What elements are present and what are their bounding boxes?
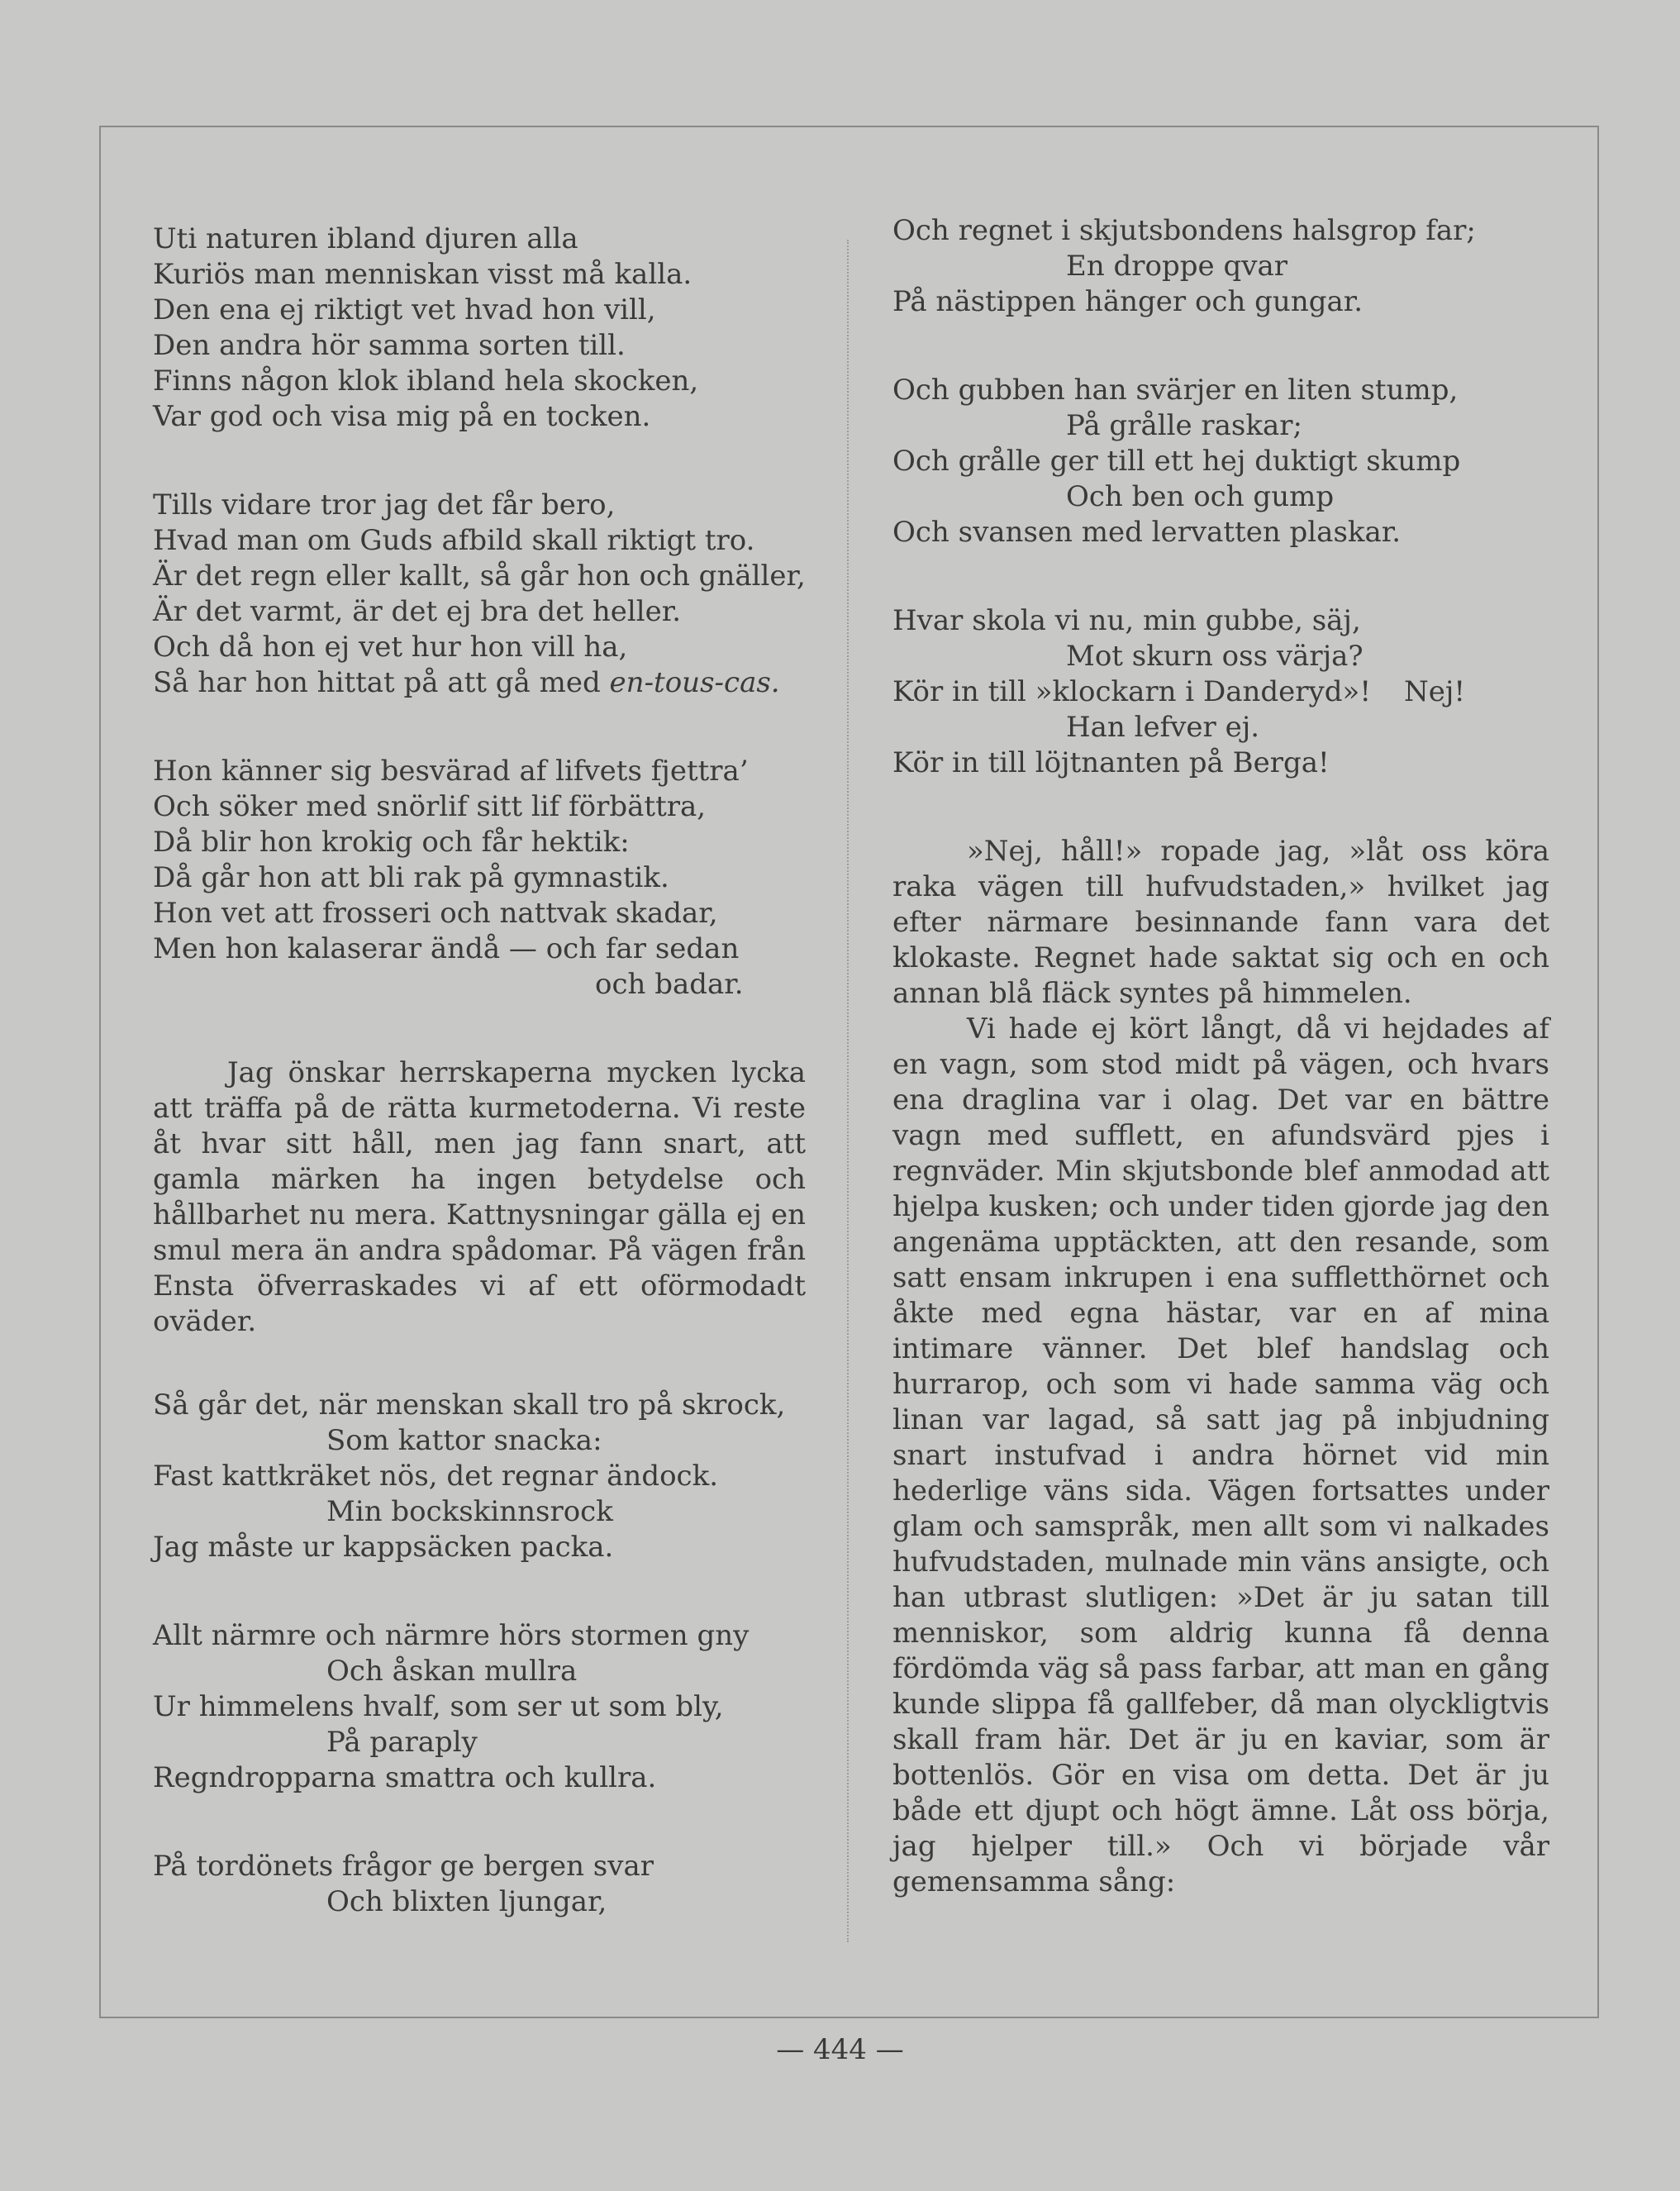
verse-line: Hvar skola vi nu, min gubbe, säj,: [892, 604, 1361, 637]
verse-line: Och då hon ej vet hur hon vill ha,: [153, 631, 628, 664]
verse-line: Jag måste ur kappsäcken packa.: [153, 1531, 614, 1564]
stanza: [892, 373, 1549, 550]
verse-line: Ur himmelens hvalf, som ser ut som bly,: [153, 1690, 724, 1723]
page-number: — 444 —: [776, 2033, 904, 2066]
verse-line: Han lefver ej.: [1066, 711, 1260, 744]
right-column: [892, 213, 1549, 1948]
verse-line: Den ena ej riktigt vet hvad hon vill,: [153, 293, 656, 326]
prose-paragraph: Vi hade ej kört långt, då vi hejdades af en vagn, som stod midt på vägen, och hvars ena draglina var i olag. Det var en bättre vagn med sufflett, en afundsvärd pjes i regnväder. Min skjutsbonde blef anmodad att hjelpa kusken; och under tiden gjorde jag den angenäma upptäckten, att den resande, som satt ensam inkrupen i ena suffletthörnet och åkte med egna hästar, var en af mina intimare vänner. Det blef handslag och hurrarop, och som vi hade samma väg och linan var lagad, så satt jag på inbjudning snart instufvad i andra hörnet vid min hederlige väns sida. Vägen fortsattes under glam och samspråk, men allt som vi nalkades hufvudstaden, mulnade min väns ansigte, och han utbrast slutligen: »Det är ju satan till menniskor, som aldrig kunna få denna fördömda väg så pass farbar, att man en gång kunde slippa få gallfeber, då man olyckligtvis skall fram här. Det är ju en kaviar, som är bottenlös. Gör en visa om detta. Det är ju både ett djupt och högt ämne. Låt oss börja, jag hjelper till.» Och vi började vår gemensamma sång:: [892, 1012, 1549, 1898]
verse-line: Uti naturen ibland djuren alla: [153, 222, 578, 255]
italic-phrase: en-tous-cas.: [609, 666, 780, 699]
verse-line: En droppe qvar: [1066, 250, 1287, 283]
verse-line: [153, 665, 806, 701]
verse-line: På paraply: [326, 1726, 478, 1759]
verse-line: Hon känner sig besvärad af lifvets fjettra’: [153, 755, 749, 788]
verse-line: Och grålle ger till ett hej duktigt skump: [892, 445, 1461, 478]
verse-line: Då blir hon krokig och får hektik:: [153, 826, 630, 859]
verse-line: Och regnet i skjutsbondens halsgrop far;: [892, 214, 1476, 247]
verse-line: Då går hon att bli rak på gymnastik.: [153, 861, 669, 894]
verse-line: Så går det, när menskan skall tro på skrock,: [153, 1388, 786, 1422]
verse-line: [892, 674, 1549, 710]
stanza: [153, 1618, 806, 1796]
verse-line: Den andra hör samma sorten till.: [153, 329, 626, 362]
stanza: [153, 221, 806, 435]
column-divider: [847, 240, 849, 1942]
verse-text: Så har hon hittat på att gå med: [153, 666, 601, 699]
verse-line: Regndropparna smattra och kullra.: [153, 1761, 657, 1794]
stanza: [892, 603, 1549, 781]
verse-line: Och söker med snörlif sitt lif förbättra,: [153, 790, 707, 823]
verse-line: Och ben och gump: [1066, 480, 1335, 513]
verse-line: På nästippen hänger och gungar.: [892, 285, 1364, 318]
prose-paragraph: Jag önskar herrskaperna mycken lycka att träffa på de rätta kurmetoderna. Vi reste åt hvar sitt håll, men jag fann snart, att gamla märken ha ingen betydelse och hållbarhet nu mera. Kattnysningar gälla ej en smul mera än andra spådomar. På vägen från Ensta öfverraskades vi af ett oförmodadt oväder.: [153, 1056, 806, 1338]
verse-text: Nej!: [1404, 675, 1466, 708]
verse-line: Kör in till löjtnanten på Berga!: [892, 746, 1330, 779]
stanza: [153, 754, 806, 1003]
verse-line: Min bockskinnsrock: [326, 1495, 613, 1528]
verse-line: Allt närmre och närmre hörs stormen gny: [153, 1619, 750, 1652]
verse-line: Mot skurn oss värja?: [1066, 640, 1364, 673]
verse-line: Som kattor snacka:: [326, 1424, 602, 1457]
verse-line: På tordönets frågor ge bergen svar: [153, 1850, 654, 1883]
verse-line: Och gubben han svärjer en liten stump,: [892, 374, 1459, 407]
verse-line: Men hon kalaserar ändå — och far sedan: [153, 932, 740, 965]
verse-line: Och svansen med lervatten plaskar.: [892, 516, 1402, 549]
left-column: [153, 221, 806, 1973]
verse-line: Hvad man om Guds afbild skall riktigt tro.: [153, 524, 755, 557]
verse-line: Och blixten ljungar,: [326, 1885, 607, 1918]
stanza: [153, 488, 806, 701]
stanza: [153, 1849, 806, 1920]
verse-line: Var god och visa mig på en tocken.: [153, 400, 651, 433]
verse-text: Kör in till »klockarn i Danderyd»!: [892, 675, 1371, 708]
prose-paragraph: »Nej, håll!» ropade jag, »låt oss köra raka vägen till hufvudstaden,» hvilket jag efter närmare besinnande fann vara det klokaste. Regnet hade saktat sig och en och annan blå fläck syntes på himmelen.: [892, 835, 1549, 1010]
verse-line: Är det varmt, är det ej bra det heller.: [153, 595, 682, 628]
verse-line: På grålle raskar;: [1066, 409, 1302, 442]
stanza: [892, 213, 1549, 320]
verse-line: Hon vet att frosseri och nattvak skadar,: [153, 897, 718, 930]
verse-line: Kuriös man menniskan visst må kalla.: [153, 258, 692, 291]
stanza: [153, 1388, 806, 1565]
verse-line: Och åskan mullra: [326, 1655, 578, 1688]
verse-line: och badar.: [595, 968, 744, 1001]
verse-line: Finns någon klok ibland hela skocken,: [153, 364, 699, 398]
verse-line: Fast kattkräket nös, det regnar ändock.: [153, 1460, 719, 1493]
verse-line: Är det regn eller kallt, så går hon och gnäller,: [153, 560, 806, 593]
verse-line: Tills vidare tror jag det får bero,: [153, 488, 616, 522]
